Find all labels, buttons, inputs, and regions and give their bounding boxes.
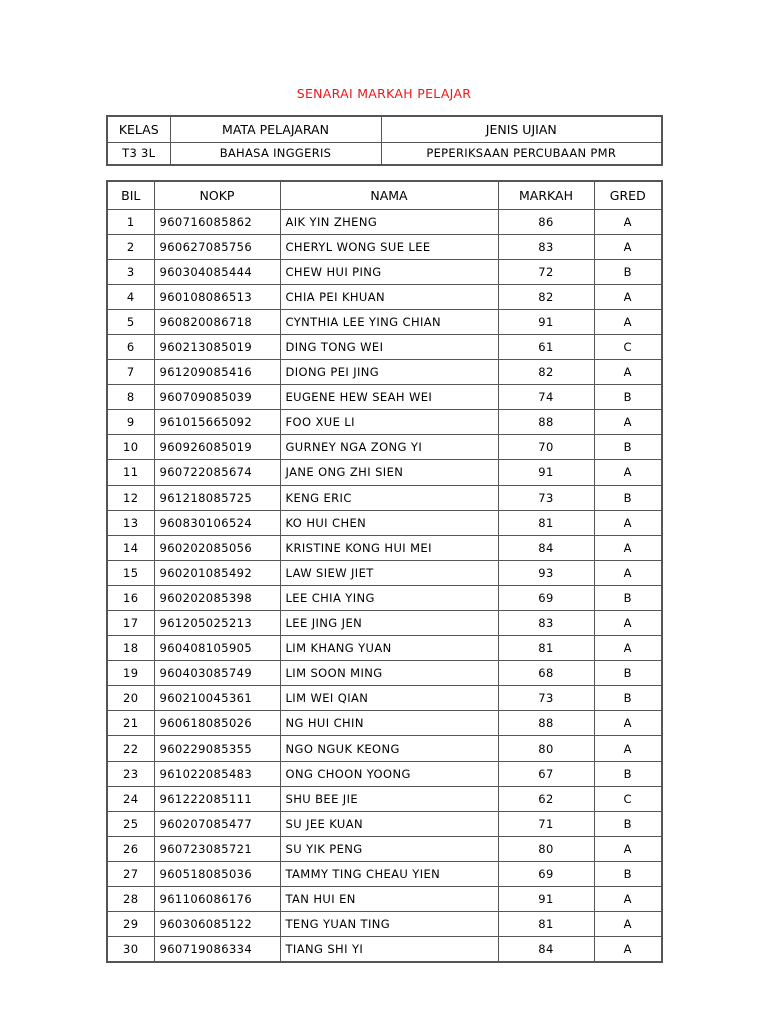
nokp-cell: 960518085036 (154, 861, 280, 886)
markah-cell: 68 (498, 661, 594, 686)
markah-cell: 70 (498, 435, 594, 460)
table-row (107, 485, 662, 510)
table-row (107, 234, 662, 259)
mata-pelajaran-header: MATA PELAJARAN (170, 116, 381, 142)
nama-cell: LEE CHIA YING (280, 585, 498, 610)
markah-cell: 83 (498, 611, 594, 636)
nama-cell: DIONG PEI JING (280, 360, 498, 385)
bil-cell: 7 (107, 360, 154, 385)
nokp-cell: 961209085416 (154, 360, 280, 385)
bil-cell: 25 (107, 811, 154, 836)
jenis-ujian-value: PEPERIKSAAN PERCUBAAN PMR (381, 142, 662, 165)
markah-cell: 81 (498, 510, 594, 535)
bil-cell: 15 (107, 560, 154, 585)
bil-cell: 30 (107, 937, 154, 962)
gred-cell: B (594, 435, 662, 460)
table-row (107, 661, 662, 686)
table-row (107, 510, 662, 535)
bil-cell: 12 (107, 485, 154, 510)
gred-cell: A (594, 360, 662, 385)
gred-cell: B (594, 686, 662, 711)
nama-cell: CHEW HUI PING (280, 259, 498, 284)
markah-cell: 84 (498, 937, 594, 962)
bil-cell: 3 (107, 259, 154, 284)
nokp-cell: 961106086176 (154, 887, 280, 912)
nama-cell: TENG YUAN TING (280, 912, 498, 937)
nama-cell: CHIA PEI KHUAN (280, 284, 498, 309)
nama-cell: GURNEY NGA ZONG YI (280, 435, 498, 460)
class-info-header-row (107, 116, 662, 142)
nokp-cell: 961022085483 (154, 761, 280, 786)
bil-cell: 27 (107, 861, 154, 886)
bil-cell: 9 (107, 410, 154, 435)
nokp-cell: 960108086513 (154, 284, 280, 309)
table-row (107, 887, 662, 912)
nama-cell: LIM WEI QIAN (280, 686, 498, 711)
table-row (107, 259, 662, 284)
nama-cell: EUGENE HEW SEAH WEI (280, 385, 498, 410)
markah-cell: 67 (498, 761, 594, 786)
nokp-cell: 960207085477 (154, 811, 280, 836)
gred-cell: A (594, 912, 662, 937)
marks-header-row (107, 181, 662, 209)
markah-cell: 91 (498, 309, 594, 334)
bil-cell: 6 (107, 334, 154, 359)
bil-cell: 19 (107, 661, 154, 686)
markah-cell: 69 (498, 585, 594, 610)
bil-cell: 17 (107, 611, 154, 636)
markah-cell: 81 (498, 912, 594, 937)
markah-cell: 91 (498, 887, 594, 912)
nokp-cell: 960820086718 (154, 309, 280, 334)
nama-cell: KENG ERIC (280, 485, 498, 510)
table-row (107, 736, 662, 761)
nama-cell: CHERYL WONG SUE LEE (280, 234, 498, 259)
bil-cell: 8 (107, 385, 154, 410)
table-row (107, 284, 662, 309)
table-row (107, 435, 662, 460)
table-row (107, 585, 662, 610)
gred-cell: B (594, 485, 662, 510)
table-row (107, 861, 662, 886)
gred-cell: B (594, 585, 662, 610)
table-row (107, 611, 662, 636)
markah-cell: 82 (498, 360, 594, 385)
nokp-cell: 960201085492 (154, 560, 280, 585)
nokp-cell: 960618085026 (154, 711, 280, 736)
table-row (107, 836, 662, 861)
nokp-cell: 960723085721 (154, 836, 280, 861)
bil-cell: 4 (107, 284, 154, 309)
gred-cell: B (594, 259, 662, 284)
bil-cell: 28 (107, 887, 154, 912)
jenis-ujian-header: JENIS UJIAN (381, 116, 662, 142)
markah-cell: 91 (498, 460, 594, 485)
markah-cell: 88 (498, 410, 594, 435)
nokp-cell: 960719086334 (154, 937, 280, 962)
gred-cell: A (594, 560, 662, 585)
bil-header: BIL (107, 181, 154, 209)
nama-cell: CYNTHIA LEE YING CHIAN (280, 309, 498, 334)
bil-cell: 16 (107, 585, 154, 610)
gred-cell: A (594, 711, 662, 736)
table-row (107, 460, 662, 485)
nama-cell: NGO NGUK KEONG (280, 736, 498, 761)
nama-cell: FOO XUE LI (280, 410, 498, 435)
nokp-cell: 960210045361 (154, 686, 280, 711)
bil-cell: 20 (107, 686, 154, 711)
table-row (107, 636, 662, 661)
nokp-cell: 960202085398 (154, 585, 280, 610)
bil-cell: 14 (107, 535, 154, 560)
markah-cell: 81 (498, 636, 594, 661)
gred-cell: C (594, 334, 662, 359)
kelas-header: KELAS (107, 116, 170, 142)
bil-cell: 11 (107, 460, 154, 485)
gred-cell: B (594, 761, 662, 786)
nama-cell: LIM KHANG YUAN (280, 636, 498, 661)
bil-cell: 24 (107, 786, 154, 811)
nama-header: NAMA (280, 181, 498, 209)
class-info-table (106, 115, 663, 166)
nokp-cell: 960403085749 (154, 661, 280, 686)
nama-cell: JANE ONG ZHI SIEN (280, 460, 498, 485)
gred-cell: B (594, 661, 662, 686)
gred-cell: C (594, 786, 662, 811)
gred-cell: A (594, 510, 662, 535)
gred-cell: B (594, 385, 662, 410)
bil-cell: 23 (107, 761, 154, 786)
table-row (107, 686, 662, 711)
table-row (107, 535, 662, 560)
table-row (107, 410, 662, 435)
gred-cell: A (594, 460, 662, 485)
gred-cell: A (594, 887, 662, 912)
markah-cell: 69 (498, 861, 594, 886)
bil-cell: 13 (107, 510, 154, 535)
gred-cell: A (594, 309, 662, 334)
nama-cell: KRISTINE KONG HUI MEI (280, 535, 498, 560)
bil-cell: 1 (107, 209, 154, 234)
markah-cell: 62 (498, 786, 594, 811)
mata-pelajaran-value: BAHASA INGGERIS (170, 142, 381, 165)
student-marks-table (106, 180, 663, 963)
nama-cell: ONG CHOON YOONG (280, 761, 498, 786)
table-row (107, 560, 662, 585)
nokp-cell: 961015665092 (154, 410, 280, 435)
nama-cell: TAN HUI EN (280, 887, 498, 912)
markah-cell: 84 (498, 535, 594, 560)
table-row (107, 711, 662, 736)
table-row (107, 786, 662, 811)
nokp-cell: 960408105905 (154, 636, 280, 661)
nama-cell: TAMMY TING CHEAU YIEN (280, 861, 498, 886)
bil-cell: 22 (107, 736, 154, 761)
nama-cell: LIM SOON MING (280, 661, 498, 686)
nama-cell: SU JEE KUAN (280, 811, 498, 836)
gred-cell: B (594, 811, 662, 836)
nokp-cell: 960830106524 (154, 510, 280, 535)
nokp-cell: 960926085019 (154, 435, 280, 460)
nokp-cell: 960709085039 (154, 385, 280, 410)
bil-cell: 26 (107, 836, 154, 861)
gred-cell: A (594, 209, 662, 234)
table-row (107, 360, 662, 385)
nokp-cell: 961222085111 (154, 786, 280, 811)
markah-cell: 86 (498, 209, 594, 234)
nama-cell: KO HUI CHEN (280, 510, 498, 535)
nokp-cell: 960304085444 (154, 259, 280, 284)
nama-cell: LAW SIEW JIET (280, 560, 498, 585)
table-row (107, 334, 662, 359)
markah-cell: 73 (498, 686, 594, 711)
table-row (107, 937, 662, 962)
markah-cell: 72 (498, 259, 594, 284)
bil-cell: 2 (107, 234, 154, 259)
table-row (107, 811, 662, 836)
nokp-cell: 961218085725 (154, 485, 280, 510)
gred-cell: B (594, 861, 662, 886)
nokp-cell: 960202085056 (154, 535, 280, 560)
nokp-cell: 960722085674 (154, 460, 280, 485)
markah-cell: 88 (498, 711, 594, 736)
markah-header: MARKAH (498, 181, 594, 209)
markah-cell: 74 (498, 385, 594, 410)
gred-cell: A (594, 535, 662, 560)
nama-cell: TIANG SHI YI (280, 937, 498, 962)
markah-cell: 83 (498, 234, 594, 259)
markah-cell: 80 (498, 736, 594, 761)
nama-cell: LEE JING JEN (280, 611, 498, 636)
table-row (107, 912, 662, 937)
markah-cell: 61 (498, 334, 594, 359)
table-row (107, 309, 662, 334)
markah-cell: 82 (498, 284, 594, 309)
markah-cell: 93 (498, 560, 594, 585)
bil-cell: 29 (107, 912, 154, 937)
gred-cell: A (594, 234, 662, 259)
nokp-cell: 960306085122 (154, 912, 280, 937)
gred-cell: A (594, 937, 662, 962)
nama-cell: DING TONG WEI (280, 334, 498, 359)
nama-cell: NG HUI CHIN (280, 711, 498, 736)
nokp-cell: 960627085756 (154, 234, 280, 259)
bil-cell: 5 (107, 309, 154, 334)
nokp-header: NOKP (154, 181, 280, 209)
bil-cell: 10 (107, 435, 154, 460)
gred-cell: A (594, 410, 662, 435)
gred-cell: A (594, 611, 662, 636)
gred-cell: A (594, 836, 662, 861)
class-info-value-row (107, 142, 662, 165)
markah-cell: 80 (498, 836, 594, 861)
nokp-cell: 960716085862 (154, 209, 280, 234)
gred-cell: A (594, 636, 662, 661)
page-title: SENARAI MARKAH PELAJAR (296, 86, 472, 101)
bil-cell: 21 (107, 711, 154, 736)
bil-cell: 18 (107, 636, 154, 661)
table-row (107, 761, 662, 786)
nama-cell: SU YIK PENG (280, 836, 498, 861)
nokp-cell: 961205025213 (154, 611, 280, 636)
markah-cell: 71 (498, 811, 594, 836)
nama-cell: AIK YIN ZHENG (280, 209, 498, 234)
gred-cell: A (594, 284, 662, 309)
marks-table-body (107, 209, 662, 962)
table-row (107, 209, 662, 234)
nokp-cell: 960229085355 (154, 736, 280, 761)
gred-header: GRED (594, 181, 662, 209)
gred-cell: A (594, 736, 662, 761)
nama-cell: SHU BEE JIE (280, 786, 498, 811)
table-row (107, 385, 662, 410)
markah-cell: 73 (498, 485, 594, 510)
kelas-value: T3 3L (107, 142, 170, 165)
nokp-cell: 960213085019 (154, 334, 280, 359)
